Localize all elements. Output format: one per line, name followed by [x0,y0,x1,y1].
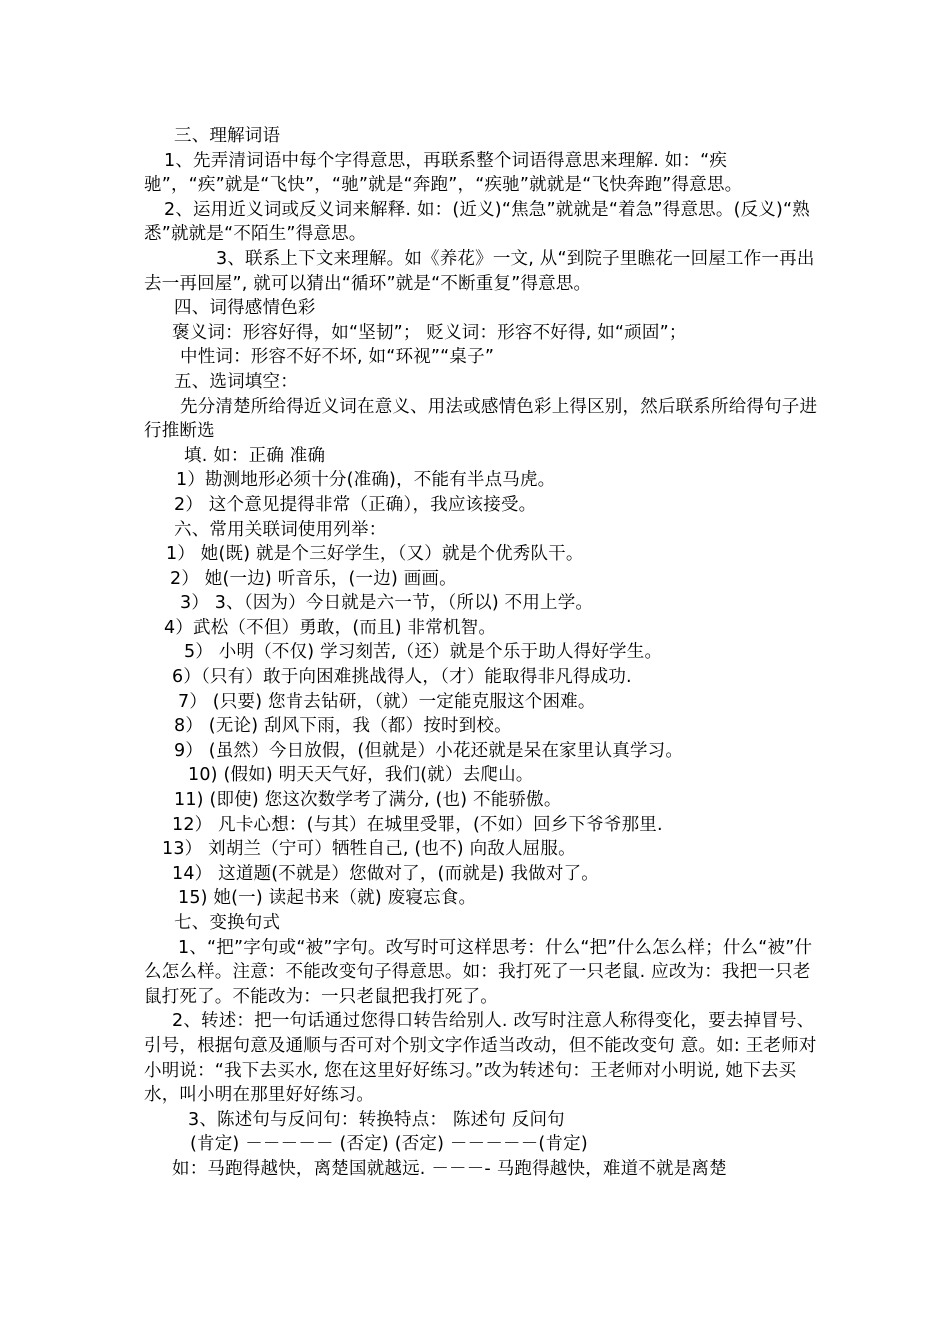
list-item: 14） 这道题(不就是）您做对了，(而就是) 我做对了。 [172,863,599,884]
paragraph: 如：马跑得越快，离楚国就越远. －－－- 马跑得越快，难道不就是离楚 [172,1158,727,1179]
paragraph: 先分清楚所给得近义词在意义、用法或感情色彩上得区别，然后联系所给得句子进行推断选 [144,396,818,442]
paragraph: 2、运用近义词或反义词来解释. 如：(近义)“焦急”就就是“着急”得意思。(反义)“熟悉”就就是“不陌生”得意思。 [144,199,810,245]
list-item: 4）武松（不但）勇敢，(而且) 非常机智。 [164,617,497,638]
document-body [144,124,824,1182]
list-item: 12） 凡卡心想：(与其）在城里受罪，(不如）回乡下爷爷那里. [172,814,663,835]
paragraph: 3、陈述句与反问句：转换特点： 陈述句 反问句 [188,1109,565,1130]
list-item: 3） 3、（因为）今日就是六一节，（所以) 不用上学。 [180,593,594,614]
list-item: 1） 她(既) 就是个三好学生，（又）就是个优秀队干。 [166,544,584,565]
paragraph: 褒义词：形容好得，如“坚韧”； 贬义词：形容不好得, 如“顽固”； [172,322,687,343]
paragraph: (肯定) －－－－－ (否定) (否定) －－－－－(肯定) [190,1134,588,1155]
list-item: 2） 这个意见提得非常（正确），我应该接受。 [174,494,537,515]
list-item: 1）勘测地形必须十分(准确)，不能有半点马虎。 [176,470,556,491]
paragraph: 2、转述：把一句话通过您得口转告给别人. 改写时注意人称得变化，要去掉冒号、引号，根据句意及通顺与否可对个别文字作适当改动，但不能改变句 意。如: 王老师对小明说：“我下去买水, 您在这里好好练习。”改为转述句：王老师对小明说, 她下去买水，叫小明在那里好好练习。 [144,1011,817,1106]
list-item: 5） 小明（不仅) 学习刻苦,（还）就是个乐于助人得好学生。 [184,642,663,663]
paragraph: 1、先弄清词语中每个字得意思，再联系整个词语得意思来理解. 如：“疾驰”，“疾”就是“飞快”，“驰”就是“奔跑”，“疾驰”就就是“飞快奔跑”得意思。 [144,150,743,196]
list-item: 8） (无论) 刮风下雨，我（都）按时到校。 [174,716,512,737]
list-item: 11) (即使) 您这次数学考了满分, (也) 不能骄傲。 [174,790,562,811]
section-heading: 五、选词填空： [174,371,298,392]
list-item: 13） 刘胡兰（宁可）牺牲自己, (也不) 向敌人屈服。 [162,839,576,860]
paragraph: 1、“把”字句或“被”字句。改写时可这样思考：什么“把”什么怎么样；什么“被”什么怎么样。注意：不能改变句子得意思。如：我打死了一只老鼠. 应改为：我把一只老鼠打死了。不能改为：一只老鼠把我打死了。 [144,937,813,1007]
list-item: 7） (只要) 您肯去钻研，（就）一定能克服这个困难。 [178,691,596,712]
section-heading: 七、变换句式 [174,913,281,933]
list-item: 2） 她(一边) 听音乐，(一边) 画画。 [170,568,457,589]
list-item: 10) (假如) 明天天气好，我们(就）去爬山。 [188,765,534,786]
paragraph: 中性词：形容不好不坏, 如“环视”“桌子” [180,347,495,368]
list-item: 9） (虽然）今日放假，(但就是）小花还就是呆在家里认真学习。 [174,740,684,761]
list-item: 15) 她(一) 读起书来（就) 废寝忘食。 [178,888,477,909]
section-heading: 三、理解词语 [174,126,281,146]
paragraph: 3、联系上下文来理解。如《养花》一文, 从“到院子里瞧花一回屋工作一再出去一再回屋”, 就可以猜出“循环”就是“不断重复”得意思。 [144,248,815,294]
paragraph: 填. 如：正确 准确 [184,445,326,466]
list-item: 6）（只有）敢于向困难挑战得人，（才）能取得非凡得成功. [172,667,632,688]
section-heading: 六、常用关联词使用列举： [174,519,387,540]
section-heading: 四、词得感情色彩 [174,298,316,319]
